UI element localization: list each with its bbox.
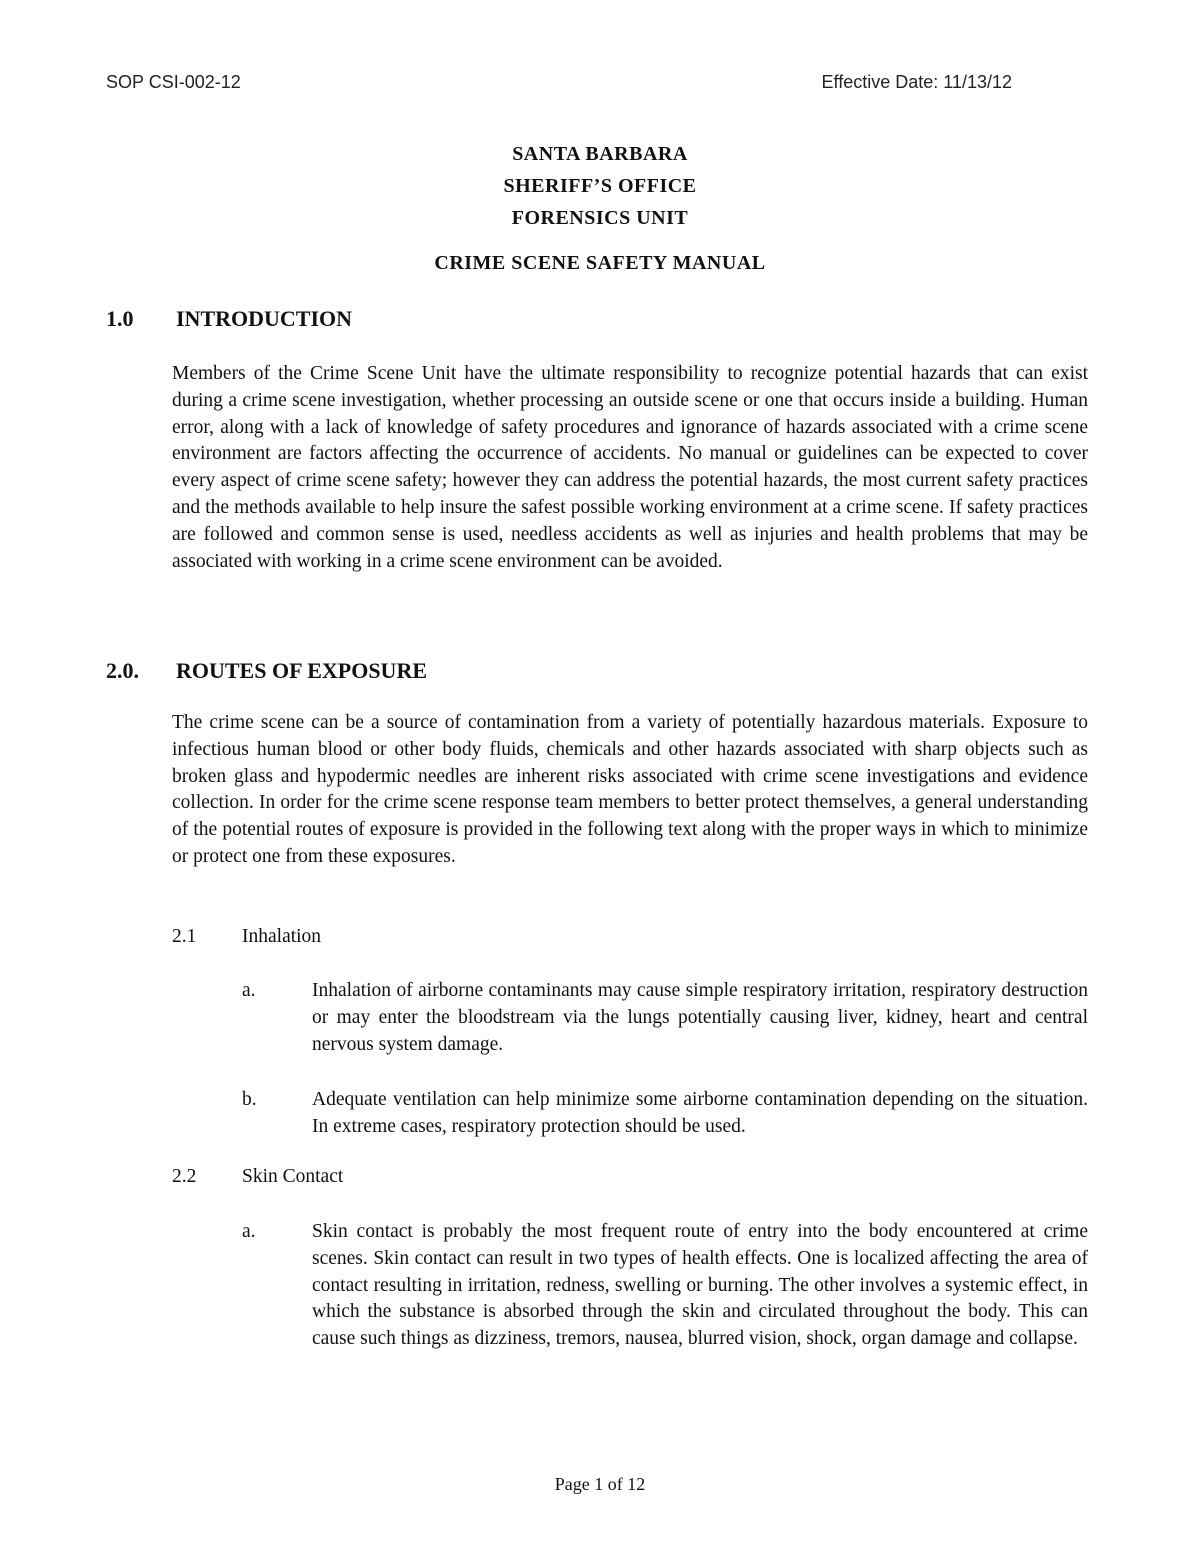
- list-item-text: Inhalation of airborne contaminants may cause simple respiratory irritation, respiratory destruction or may enter the bloodstream via the lungs potentially causing liver, kidney, heart and central nervous system damage.: [312, 980, 1088, 1055]
- routes-paragraph: The crime scene can be a source of contamination from a variety of potentially hazardous materials. Exposure to infectious human blood or other body fluids, chemicals and other hazards associated with sharp objects such as broken glass and hypodermic needles are inherent risks associated with crime scene investigations and evidence collection. In order for the crime scene response team members to better protect themselves, a general understanding of the potential routes of exposure is provided in the following text along with the proper ways in which to minimize or protect one from these exposures.: [172, 712, 1088, 867]
- manual-title: CRIME SCENE SAFETY MANUAL: [434, 252, 766, 274]
- title-line-county: SANTA BARBARA: [512, 143, 688, 165]
- title-line-unit: FORENSICS UNIT: [511, 207, 689, 229]
- section-title: ROUTES OF EXPOSURE: [176, 658, 428, 683]
- subsection-title: Skin Contact: [242, 1166, 344, 1187]
- agency-title-block: [0, 138, 1200, 234]
- sop-number: SOP CSI-002-12: [106, 72, 241, 92]
- list-item: [242, 978, 1088, 1058]
- page-number: Page 1 of 12: [554, 1474, 646, 1494]
- list-item-letter: a.: [242, 980, 256, 1001]
- subsection-title: Inhalation: [242, 926, 322, 947]
- section-number: 1.0: [106, 306, 134, 331]
- introduction-paragraph: Members of the Crime Scene Unit have the ultimate responsibility to recognize potential hazards that can exist during a crime scene investigation, whether processing an outside scene or one that occurs inside a building. Human error, along with a lack of knowledge of safety procedures and ignorance of hazards associated with a crime scene environment are factors affecting the occurrence of accidents. No manual or guidelines can be expected to cover every aspect of crime scene safety; however they can address the potential hazards, the most current safety practices and the methods available to help insure the safest possible working environment at a crime scene. If safety practices are followed and common sense is used, needless accidents as well as injuries and health problems that may be associated with working in a crime scene environment can be avoided.: [172, 363, 1088, 572]
- section-title: INTRODUCTION: [176, 306, 353, 331]
- section-number: 2.0.: [106, 658, 139, 683]
- list-item-text: Adequate ventilation can help minimize some airborne contamination depending on the situation. In extreme cases, respiratory protection should be used.: [312, 1089, 1088, 1137]
- subsection-heading-skin-contact: [172, 1166, 343, 1188]
- section-heading-introduction: [106, 306, 352, 332]
- subsection-heading-inhalation: [172, 926, 321, 948]
- list-item: [242, 1219, 1088, 1353]
- list-item: [242, 1087, 1088, 1141]
- subsection-number: 2.2: [172, 1166, 197, 1187]
- subsection-number: 2.1: [172, 926, 197, 947]
- list-item-letter: a.: [242, 1221, 256, 1242]
- effective-date: Effective Date: 11/13/12: [821, 72, 1012, 92]
- list-item-letter: b.: [242, 1089, 257, 1110]
- title-line-office: SHERIFF’S OFFICE: [503, 175, 697, 197]
- section-heading-routes-of-exposure: [106, 658, 427, 684]
- list-item-text: Skin contact is probably the most frequent route of entry into the body encountered at crime scenes. Skin contact can result in two types of health effects. One is localized affecting the area of contact resulting in irritation, redness, swelling or burning. The other involves a systemic effect, in which the substance is absorbed through the skin and circulated throughout the body. This can cause such things as dizziness, tremors, nausea, blurred vision, shock, organ damage and collapse.: [312, 1221, 1088, 1350]
